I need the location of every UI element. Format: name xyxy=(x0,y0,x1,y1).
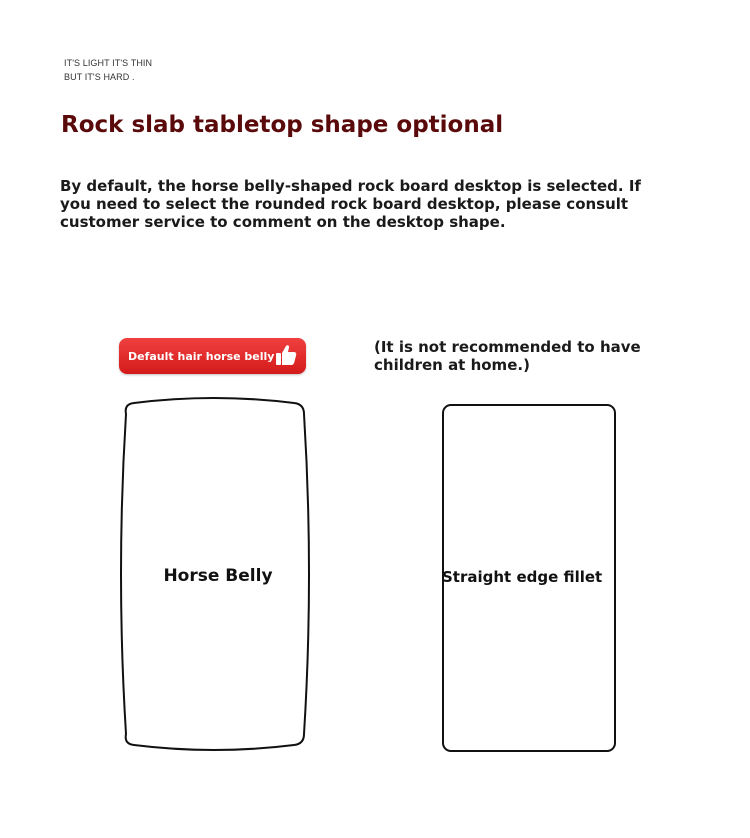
recommendation-note: (It is not recommended to have children at home.) xyxy=(374,338,641,374)
tagline-line-2: BUT IT'S HARD . xyxy=(64,72,135,82)
page-title: Rock slab tabletop shape optional xyxy=(61,112,504,138)
horse-belly-label: Horse Belly xyxy=(163,566,273,586)
tagline-line-1: IT'S LIGHT IT'S THIN xyxy=(64,58,153,68)
badge-label: Default hair horse belly xyxy=(128,349,275,363)
thumbs-up-icon xyxy=(274,343,298,367)
straight-edge-fillet-label: Straight edge fillet xyxy=(442,568,603,586)
tagline xyxy=(64,56,264,84)
default-shape-badge xyxy=(119,338,306,374)
description-text: By default, the horse belly-shaped rock board desktop is selected. If you need to select the rounded rock board desktop, please consult customer service to comment on the desktop shape. xyxy=(60,177,641,231)
